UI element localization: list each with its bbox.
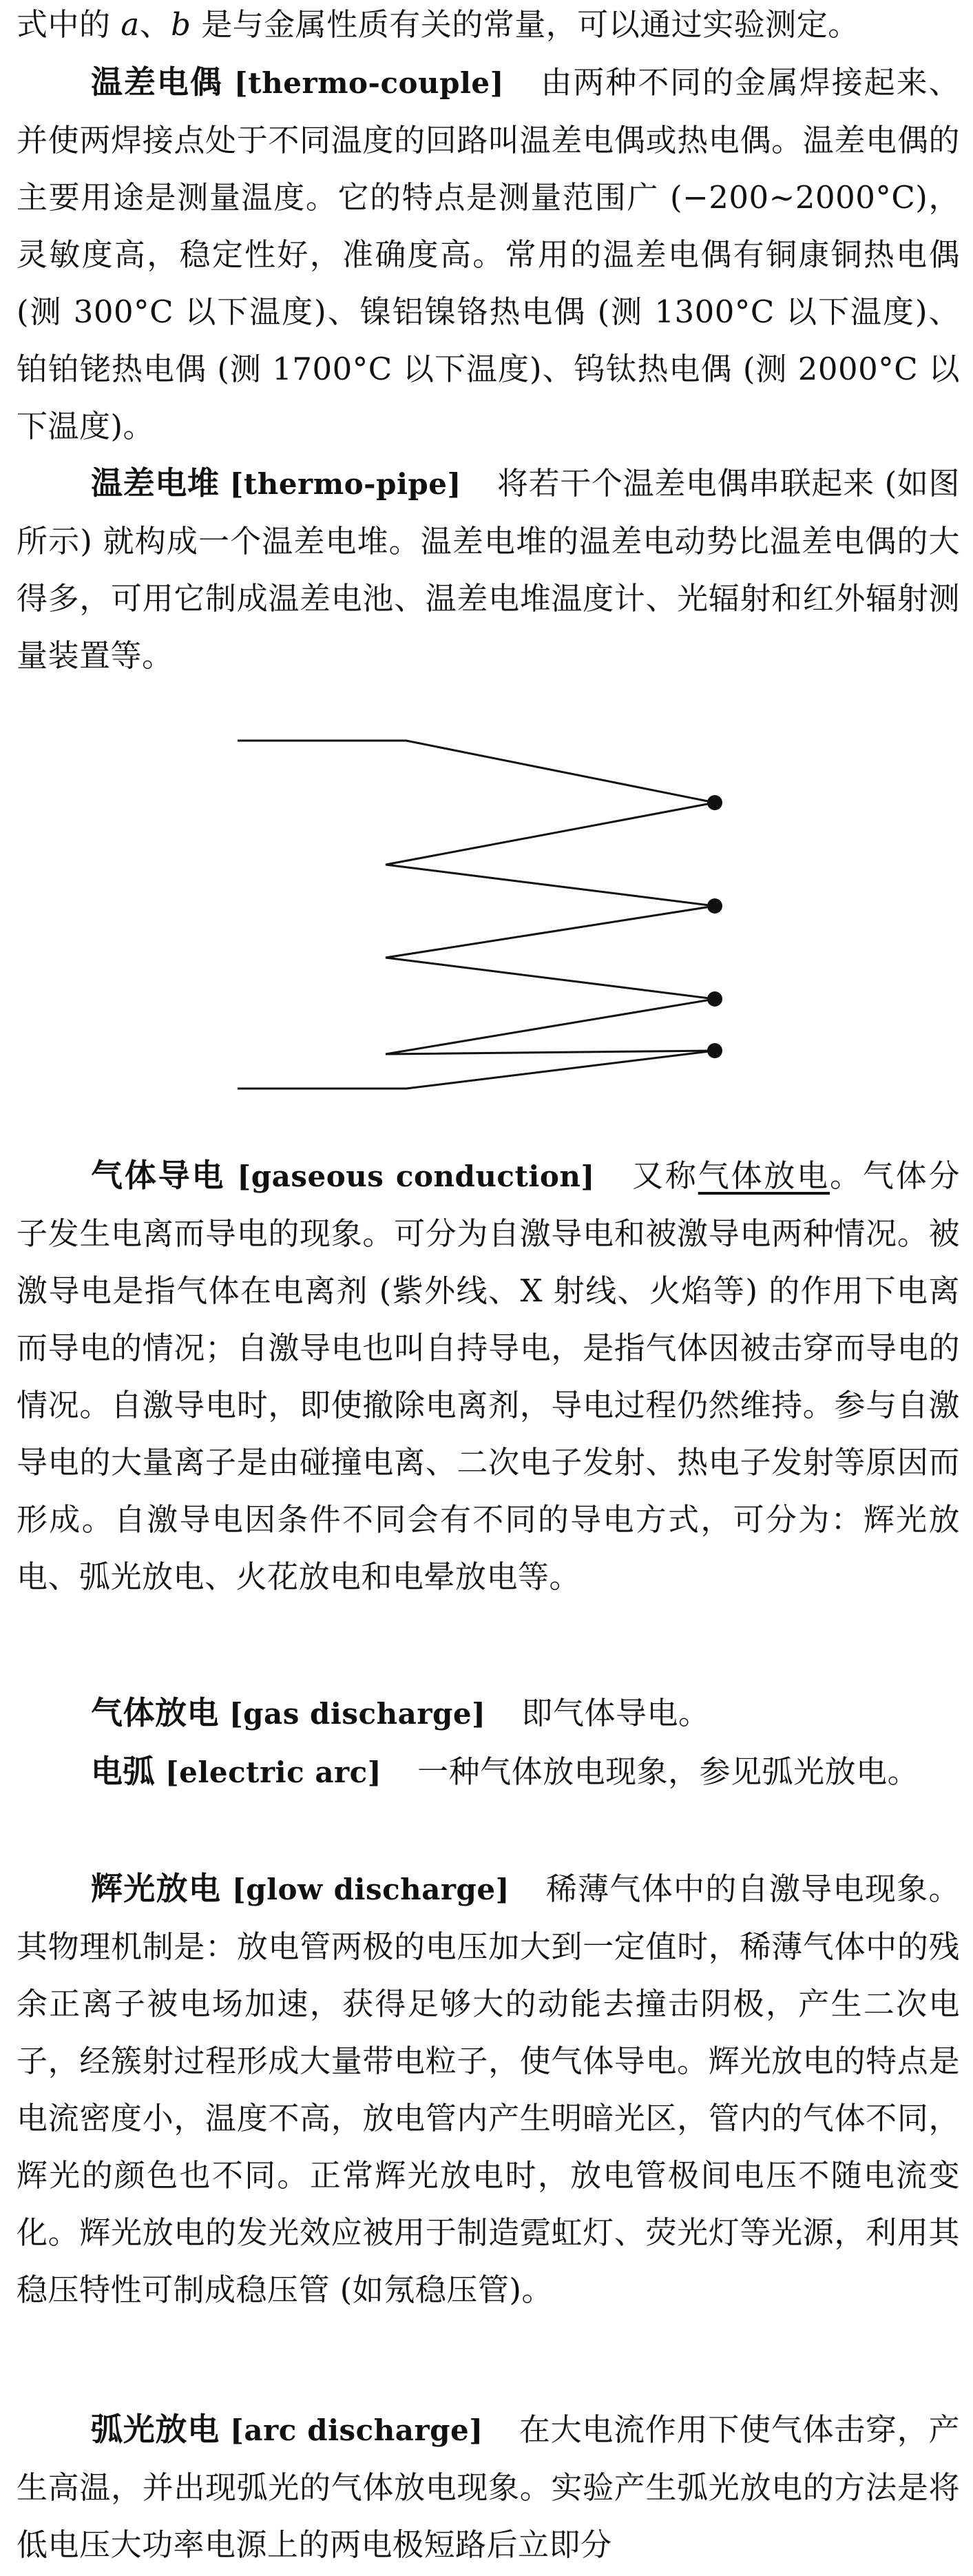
hot-junctions xyxy=(707,795,722,1058)
top-lead-wire xyxy=(238,741,715,803)
junction-dot xyxy=(707,1043,722,1058)
junction-dot xyxy=(707,795,722,810)
zigzag-wire xyxy=(386,803,715,1054)
junction-dot xyxy=(707,898,722,914)
entry-english: [glow discharge] xyxy=(231,1873,510,1906)
entry-term: 气体导电 xyxy=(91,1157,226,1194)
entry-body: 在大电流作用下使气体击穿，产生高温，并出现弧光的气体放电现象。实验产生弧光放电的方法是将低电压大功率电源上的两电极短路后立即分 xyxy=(17,2411,961,2563)
entry-english: [gaseous conduction] xyxy=(237,1160,595,1193)
entry-english: [thermo-couple] xyxy=(233,66,505,100)
intro-text-post: 是与金属性质有关的常量，可以通过实验测定。 xyxy=(191,6,859,43)
entry-body-post: 。 xyxy=(678,1695,710,1731)
cross-reference: 气体导电 xyxy=(552,1695,678,1731)
thermopile-wires xyxy=(238,741,715,1089)
entry-body: 由两种不同的金属焊接起来、并使两焊接点处于不同温度的回路叫温差电偶或热电偶。温差电偶的主要用途是测量温度。它的特点是测量范围广 (−200∼2000°C)，灵敏度高，稳定性好，准确度高。常用的温差电偶有铜康铜热电偶 (测 300°C 以下温度)、镍铝镍铬热电偶 (测 1300°C 以下温度)、铂铂铑热电偶 (测 1700°C 以下温度)、钨钛热电偶 (测 2000°C 以下温度)。 xyxy=(17,64,960,444)
intro-paragraph xyxy=(17,0,960,53)
junction-dot xyxy=(707,991,722,1007)
entry-body: 将若干个温差电偶串联起来 (如图所示) 就构成一个温差电堆。温差电堆的温差电动势比温差电偶的大得多，可用它制成温差电池、温差电堆温度计、光辐射和红外辐射测量装置等。 xyxy=(17,465,960,674)
entry-body-post: 。 xyxy=(887,1753,919,1790)
bottom-lead-wire xyxy=(238,1051,715,1089)
cross-reference: 弧光放电 xyxy=(762,1753,888,1790)
entry-thermo-couple xyxy=(17,54,960,455)
entry-body-pre: 即 xyxy=(521,1695,553,1731)
cross-reference-link[interactable]: 气体放电 xyxy=(698,1157,830,1194)
entry-thermo-pipe xyxy=(17,455,960,684)
entry-arc-discharge xyxy=(17,2401,960,2573)
symbol-b: b xyxy=(171,6,191,43)
entry-gaseous-conduction xyxy=(17,1147,960,1605)
entry-term: 气体放电 xyxy=(91,1694,219,1731)
entry-gas-discharge xyxy=(17,1684,960,1742)
symbol-a: a xyxy=(121,6,140,43)
entry-english: [arc discharge] xyxy=(230,2413,483,2447)
entry-term: 温差电堆 xyxy=(91,464,220,502)
intro-sep: 、 xyxy=(139,6,171,43)
entry-body-post: 。气体分子发生电离而导电的现象。可分为自激导电和被激导电两种情况。被激导电是指气体在电离剂 (紫外线、X 射线、火焰等) 的作用下电离而导电的情况；自激导电也叫自持导电，是指气体因被击穿而导电的情况。自激导电时，即使撤除电离剂，导电过程仍然维持。参与自激导电的大量离子是由碰撞电离、二次电子发射、热电子发射等原因而形成。自激导电因条件不同会有不同的导电方式，可分为：辉光放电、弧光放电、火花放电和电晕放电等。 xyxy=(17,1157,960,1595)
entry-term: 温差电偶 xyxy=(91,63,223,101)
entry-body: 稀薄气体中的自激导电现象。其物理机制是：放电管两极的电压加大到一定值时，稀薄气体中的残余正离子被电场加速，获得足够大的动能去撞击阴极，产生二次电子，经簇射过程形成大量带电粒子，使气体导电。辉光放电的特点是电流密度小，温度不高，放电管内产生明暗光区，管内的气体不同，辉光的颜色也不同。正常辉光放电时，放电管极间电压不随电流变化。辉光放电的发光效应被用于制造霓虹灯、荧光灯等光源，利用其稳压特性可制成稳压管 (如氖稳压管)。 xyxy=(17,1871,960,2308)
entry-term: 电弧 xyxy=(91,1753,155,1790)
entry-term: 弧光放电 xyxy=(91,2411,220,2448)
entry-english: [electric arc] xyxy=(165,1755,382,1789)
entry-body-pre: 又称 xyxy=(630,1157,698,1194)
entry-english: [thermo-pipe] xyxy=(229,467,461,501)
entry-english: [gas discharge] xyxy=(229,1697,486,1731)
thermopile-diagram xyxy=(0,717,973,1102)
intro-text-pre: 式中的 xyxy=(17,6,121,43)
entry-electric-arc xyxy=(17,1743,960,1801)
entry-glow-discharge xyxy=(17,1860,960,2318)
entry-term: 辉光放电 xyxy=(91,1870,222,1907)
entry-body-pre: 一种气体放电现象，参见 xyxy=(417,1753,762,1790)
